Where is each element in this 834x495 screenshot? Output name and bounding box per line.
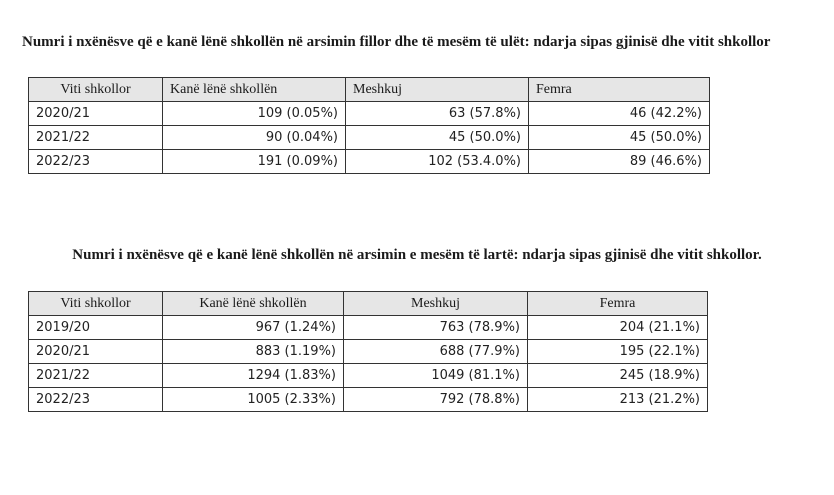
cell-dropouts: 1005 (2.33%)	[163, 388, 344, 412]
table-row	[29, 388, 708, 412]
table-row	[29, 102, 710, 126]
cell-school-year: 2022/23	[29, 150, 163, 174]
table-row	[29, 150, 710, 174]
cell-dropouts: 883 (1.19%)	[163, 340, 344, 364]
cell-school-year: 2022/23	[29, 388, 163, 412]
header-dropouts: Kanë lënë shkollën	[163, 78, 346, 102]
cell-school-year: 2021/22	[29, 364, 163, 388]
cell-male: 792 (78.8%)	[344, 388, 528, 412]
dropout-upper-secondary-table	[28, 291, 708, 412]
cell-male: 45 (50.0%)	[346, 126, 529, 150]
cell-dropouts: 109 (0.05%)	[163, 102, 346, 126]
header-dropouts: Kanë lënë shkollën	[163, 292, 344, 316]
cell-female: 204 (21.1%)	[528, 316, 708, 340]
header-school-year: Viti shkollor	[29, 292, 163, 316]
header-male: Meshkuj	[344, 292, 528, 316]
cell-school-year: 2020/21	[29, 102, 163, 126]
cell-school-year: 2019/20	[29, 316, 163, 340]
table-header-row	[29, 78, 710, 102]
cell-female: 89 (46.6%)	[529, 150, 710, 174]
table-header-row	[29, 292, 708, 316]
table-row	[29, 340, 708, 364]
table-row	[29, 316, 708, 340]
cell-female: 213 (21.2%)	[528, 388, 708, 412]
cell-female: 245 (18.9%)	[528, 364, 708, 388]
table-row	[29, 364, 708, 388]
table2-title: Numri i nxënësve që e kanë lënë shkollën në arsimin e mesëm të lartë: ndarja sipas gjinisë dhe vitit shkollor.	[72, 247, 762, 263]
cell-male: 763 (78.9%)	[344, 316, 528, 340]
cell-dropouts: 967 (1.24%)	[163, 316, 344, 340]
header-female: Femra	[528, 292, 708, 316]
dropout-primary-lower-secondary-table	[28, 77, 710, 174]
cell-dropouts: 191 (0.09%)	[163, 150, 346, 174]
header-school-year: Viti shkollor	[29, 78, 163, 102]
cell-school-year: 2020/21	[29, 340, 163, 364]
cell-school-year: 2021/22	[29, 126, 163, 150]
cell-male: 688 (77.9%)	[344, 340, 528, 364]
table-row	[29, 126, 710, 150]
cell-dropouts: 1294 (1.83%)	[163, 364, 344, 388]
cell-male: 102 (53.4.0%)	[346, 150, 529, 174]
cell-female: 46 (42.2%)	[529, 102, 710, 126]
cell-male: 1049 (81.1%)	[344, 364, 528, 388]
cell-female: 195 (22.1%)	[528, 340, 708, 364]
cell-dropouts: 90 (0.04%)	[163, 126, 346, 150]
header-female: Femra	[529, 78, 710, 102]
cell-male: 63 (57.8%)	[346, 102, 529, 126]
cell-female: 45 (50.0%)	[529, 126, 710, 150]
header-male: Meshkuj	[346, 78, 529, 102]
table1-title: Numri i nxënësve që e kanë lënë shkollën në arsimin fillor dhe të mesëm të ulët: ndarja sipas gjinisë dhe vitit shkollor	[22, 34, 771, 50]
